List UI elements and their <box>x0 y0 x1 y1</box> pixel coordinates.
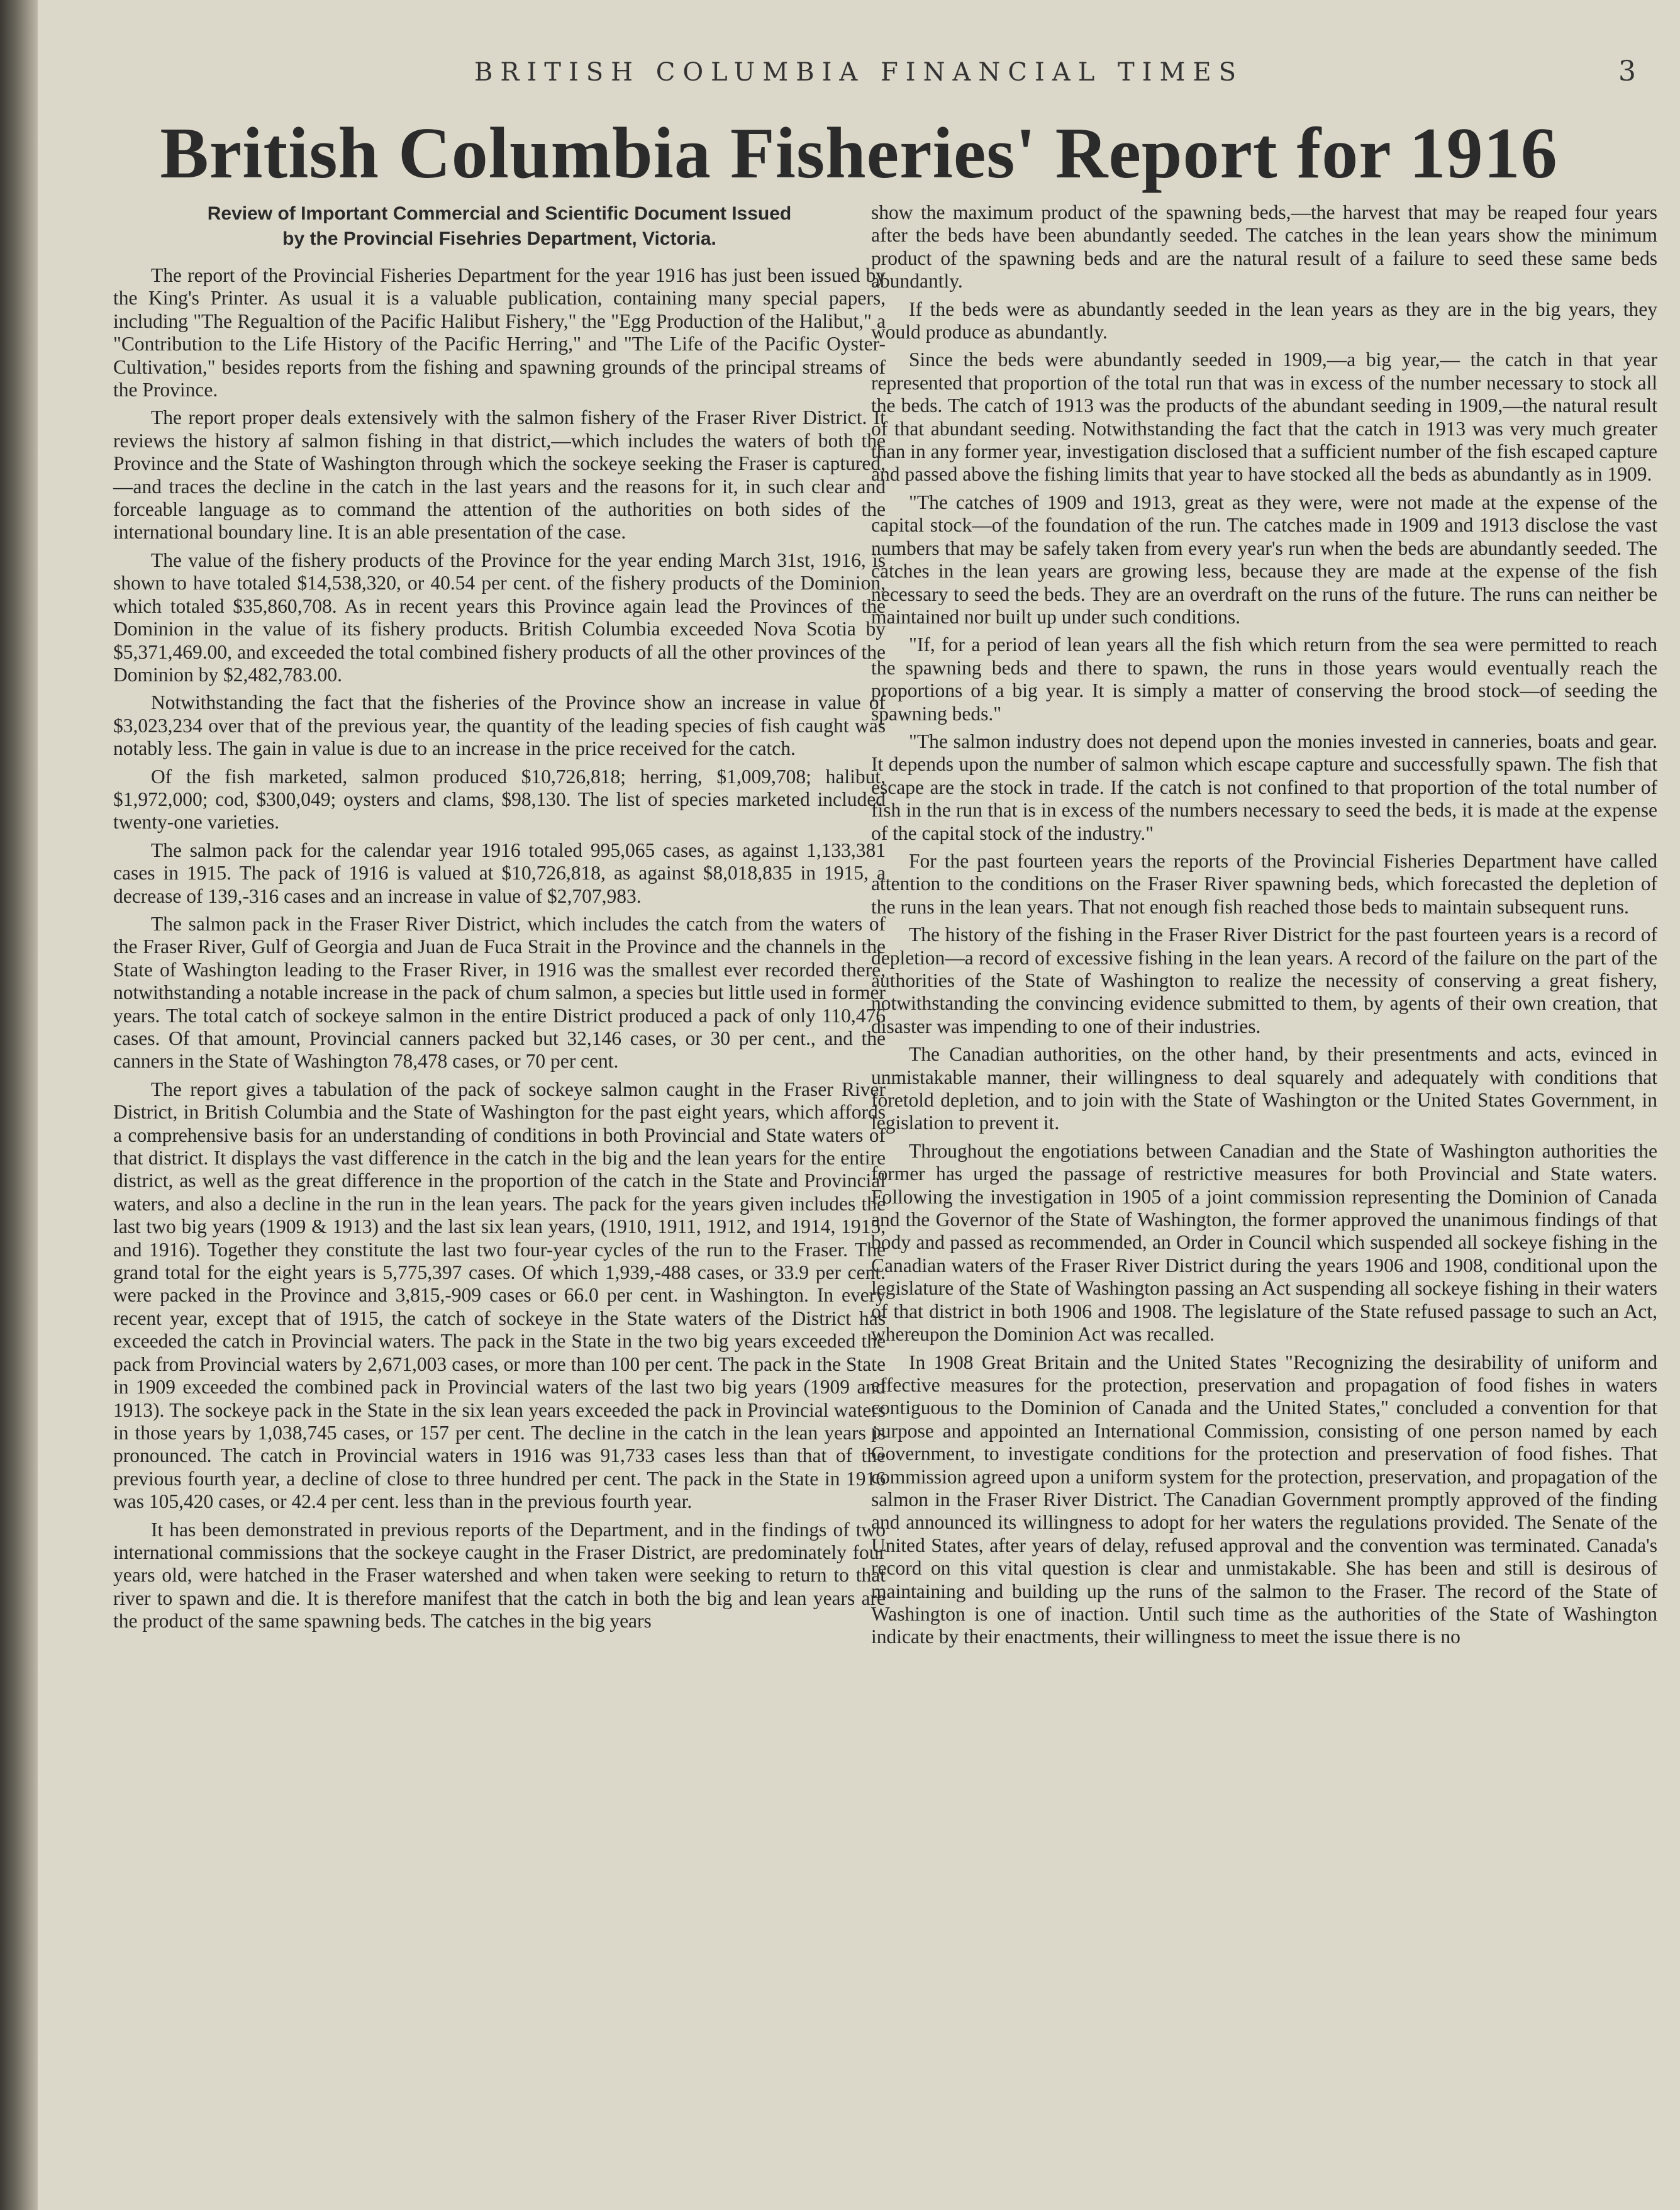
paragraph: It has been demonstrated in previous reports of the Department, and in the findings of two international commissions that the sockeye caught in the Fraser District, are predominately four years old, were hatched in the Fraser watershed and when taken were seeking to return to that river to spawn and die. It is therefore manifest that the catch in both the big and lean years are the product of the same spawning beds. The catches in the big years <box>113 1518 886 1632</box>
running-head: BRITISH COLUMBIA FINANCIAL TIMES <box>474 58 1244 87</box>
paragraph: The report of the Provincial Fisheries Department for the year 1916 has just been issued by the King's Printer. As usual it is a valuable publication, containing many special papers, including "The Regualtion of the Pacific Halibut Fishery," the "Egg Production of the Halibut," a "Contribution to the Life History of the Pacific Herring," and "The Life of the Pacific Oyster-Cultivation," besides reports from the fishing and spawning grounds of the principal streams of the Province. <box>113 264 886 401</box>
subhead-line-1: Review of Important Commercial and Scientific Document Issued <box>207 203 792 224</box>
paragraph: "The catches of 1909 and 1913, great as they were, were not made at the expense of the capital stock—of the foundation of the run. The catches made in 1909 and 1913 disclose the vast numbers that may be safely taken from every year's run when the beds are abundantly seeded. The catches in the lean years are growing less, because they are made at the expense of the fish necessary to seed the beds. They are an overdraft on the runs of the future. The runs can neither be maintained nor built up under such conditions. <box>871 491 1657 628</box>
paragraph-continued: show the maximum product of the spawning beds,—the harvest that may be reaped four years after the beds have been abundantly seeded. The catches in the lean years show the minimum product of the spawning beds and are the natural result of a failure to seed these same beds abundantly. <box>871 201 1657 293</box>
article-subhead <box>113 201 886 252</box>
paragraph: In 1908 Great Britain and the United States "Recognizing the desirability of uniform and effective measures for the protection, preservation and propagation of food fishes in waters contiguous to the Dominion of Canada and the United States," concluded a convention for that purpose and appointed an International Commission, consisting of one person named by each Government, to investigate conditions for the protection and preservation of food fishes. That commission agreed upon a uniform system for the protection, preservation, and propagation of the salmon in the Fraser River District. The Canadian Government promptly approved of the finding and announced its willingness to adopt for her waters the regulations provided. The Senate of the United States, after years of delay, refused approval and the convention was terminated. Canada's record on this vital question is clear and unmistakable. She has been and still is desirous of maintaining and building up the runs of the salmon to the Fraser. The record of the State of Washington is one of inaction. Until such time as the authorities of the State of Washington indicate by their enactments, their willingness to meet the issue there is no <box>871 1351 1657 1648</box>
paragraph: For the past fourteen years the reports of the Provincial Fisheries Department have called attention to the conditions on the Fraser River spawning beds, which forecasted the depletion of the runs in the lean years. That not enough fish reached those beds to maintain subsequent runs. <box>871 849 1657 918</box>
paragraph: Of the fish marketed, salmon produced $10,726,818; herring, $1,009,708; halibut, $1,972,000; cod, $300,049; oysters and clams, $98,130. The list of species marketed included twenty-one varieties. <box>113 765 886 834</box>
paragraph: "If, for a period of lean years all the fish which return from the sea were permitted to reach the spawning beds and there to spawn, the runs in those years would eventually reach the proportions of a big year. It is simply a matter of conserving the brood stock—of seeding the spawning beds." <box>871 633 1657 725</box>
paragraph: The report proper deals extensively with the salmon fishery of the Fraser River District. It reviews the history af salmon fishing in that district,—which includes the waters of both the Province and the State of Washington through which the sockeye seeking the Fraser is captured,—and traces the decline in the catch in the last years and the reasons for it, in such clear and forceable language as to command the attention of the authorities on both sides of the international boundary line. It is an able presentation of the case. <box>113 406 886 544</box>
book-spine-shadow <box>0 0 38 2210</box>
paragraph: The value of the fishery products of the Province for the year ending March 31st, 1916, is shown to have totaled $14,538,320, or 40.54 per cent. of the fishery products of the Dominion, which totaled $35,860,708. As in recent years this Province again lead the Provinces of the Dominion in the value of its fishery products. British Columbia exceeded Nova Scotia by $5,371,469.00, and exceeded the total combined fishery products of all the other provinces of the Dominion by $2,482,783.00. <box>113 549 886 686</box>
paragraph: If the beds were as abundantly seeded in the lean years as they are in the big years, they would produce as abundantly. <box>871 298 1657 343</box>
paragraph: The history of the fishing in the Fraser River District for the past fourteen years is a record of depletion—a record of excessive fishing in the lean years. A record of the failure on the part of the authorities of the State of Washington to realize the necessity of conserving a great fishery, notwithstanding the convincing evidence submitted to them, by agents of their own creation, that disaster was impending to one of their industries. <box>871 924 1657 1037</box>
paragraph: The Canadian authorities, on the other hand, by their presentments and acts, evinced in unmistakable manner, their willingness to deal squarely and adequately with conditions that foretold depletion, and to join with the State of Washington or the United States Government, in legislation to prevent it. <box>871 1043 1657 1134</box>
paragraph: Throughout the engotiations between Canadian and the State of Washington authorities the former has urged the passage of restrictive measures for both Provincial and State waters. Following the investigation in 1905 of a joint commission representing the Dominion of Canada and the Governor of the State of Washington, the former approved the unanimous findings of that body and passed as recommended, an Order in Council which suspended all sockeye fishing in the Canadian waters of the Fraser River District during the years 1906 and 1908, conditional upon the legislature of the State of Washington passing an Act suspending all sockeye fishing in their waters of that district in both 1906 and 1908. The legislature of the State refused passage to such an Act, whereupon the Dominion Act was recalled. <box>871 1139 1657 1346</box>
paragraph: The salmon pack for the calendar year 1916 totaled 995,065 cases, as against 1,133,381 cases in 1915. The pack of 1916 is valued at $10,726,818, as against $8,018,835 in 1915, a decrease of 139,-316 cases and an increase in value of $2,707,983. <box>113 839 886 907</box>
paragraph: "The salmon industry does not depend upon the monies invested in canneries, boats and gear. It depends upon the number of salmon which escape capture and successfully spawn. The fish that escape are the stock in trade. If the catch is not confined to that proportion of the total number of fish in the run that is in excess of the numbers necessary to seed the beds, it is made at the expense of the capital stock of the industry." <box>871 730 1657 844</box>
subhead-line-2: by the Provincial Fisehries Department, Victoria. <box>282 228 716 249</box>
article-headline: British Columbia Fisheries' Report for 1916 <box>160 113 1558 194</box>
right-column <box>871 201 1657 1654</box>
left-column <box>113 201 886 1638</box>
paragraph: The report gives a tabulation of the pack of sockeye salmon caught in the Fraser River District, in British Columbia and the State of Washington for the past eight years, which affords a comprehensive basis for an understanding of conditions in both Provincial and State waters of that district. It displays the vast difference in the catch in the big and the lean years for the entire district, as well as the great difference in the proportion of the catch in the State and Provincial waters, and also a decline in the run in the lean years. The pack for the years given includes the last two big years (1909 & 1913) and the last six lean years, (1910, 1911, 1912, and 1914, 1915, and 1916). Together they constitute the last two four-year cycles of the run to the Fraser. The grand total for the eight years is 5,775,397 cases. Of which 1,939,-488 cases, or 33.9 per cent. were packed in the Province and 3,815,-909 cases or 66.0 per cent. in Washington. In every recent year, except that of 1915, the catch of sockeye in the State waters of the District has exceeded the catch in Provincial waters. The pack in the State in the two big years exceeded the pack from Provincial waters by 2,671,003 cases, or more than 100 per cent. The pack in the State in 1909 exceeded the combined pack in Provincial waters of the last two big years (1909 and 1913). The sockeye pack in the State in the six lean years exceeded the pack in Provincial waters in those years by 1,038,745 cases, or 157 per cent. The decline in the catch in the lean years is pronounced. The catch in Provincial waters in 1916 was 91,733 cases less than that of the previous fourth year, a decline of close to three hundred per cent. The pack in the State in 1916 was 105,420 cases, or 42.4 per cent. less than in the previous fourth year. <box>113 1078 886 1513</box>
paragraph: Since the beds were abundantly seeded in 1909,—a big year,— the catch in that year represented that proportion of the total run that was in excess of the number necessary to stock all the beds. The catch of 1913 was the products of the abundant seeding in 1909,—the natural result of that abundant seeding. Notwithstanding the fact that the catch in 1913 was very much greater than in any former year, investigation disclosed that a sufficient number of the fish escaped capture and passed above the fishing limits that year to have stocked all the beds as abundantly as in 1909. <box>871 349 1657 486</box>
paragraph: Notwithstanding the fact that the fisheries of the Province show an increase in value of $3,023,234 over that of the previous year, the quantity of the leading species of fish caught was notably less. The gain in value is due to an increase in the price received for the catch. <box>113 691 886 760</box>
newspaper-page <box>38 0 1680 2210</box>
page-number: 3 <box>1618 55 1636 87</box>
paragraph: The salmon pack in the Fraser River District, which includes the catch from the waters of the Fraser River, Gulf of Georgia and Juan de Fuca Strait in the Province and the channels in the State of Washington leading to the Fraser River, in 1916 was the smallest ever recorded there, notwithstanding a notable increase in the pack of chum salmon, a species but little used in former years. The total catch of sockeye salmon in the entire District produced a pack of only 110,476 cases. Of that amount, Provincial canners packed but 32,146 cases, or 30 per cent., and the canners in the State of Washington 78,478 cases, or 70 per cent. <box>113 912 886 1073</box>
